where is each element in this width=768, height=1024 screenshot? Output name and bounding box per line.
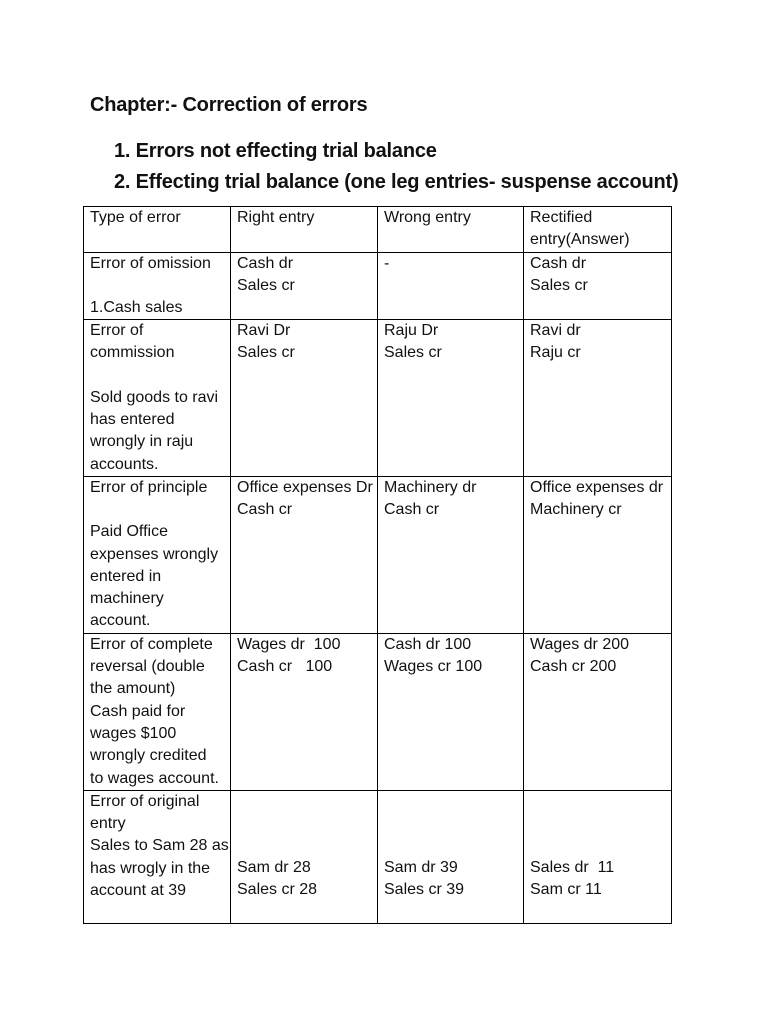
point-item: 1. Errors not effecting trial balance bbox=[114, 140, 437, 162]
entry-line: Wages dr 200 bbox=[530, 635, 630, 653]
type-line: wrongly credited bbox=[90, 747, 207, 765]
entry-line: Sales cr 28 bbox=[237, 881, 318, 899]
cell-type bbox=[84, 633, 231, 790]
type-line: Sales to Sam 28 as bbox=[90, 837, 229, 855]
type-description: entered in bbox=[90, 567, 162, 585]
entry-line: Machinery dr bbox=[384, 478, 477, 496]
type-line: the amount) bbox=[90, 680, 176, 698]
cell-wrong-entry bbox=[378, 476, 524, 633]
cell-rectified-entry bbox=[524, 790, 672, 923]
header-right-entry: Right entry bbox=[231, 207, 378, 253]
type-description: Sold goods to ravi bbox=[90, 388, 219, 406]
entry-line: Cash cr 200 bbox=[530, 658, 617, 676]
cell-wrong-entry bbox=[378, 252, 524, 320]
table-row-commission bbox=[84, 320, 672, 477]
type-line: account at 39 bbox=[90, 882, 187, 900]
cell-right-entry bbox=[231, 790, 378, 923]
entry-line: Sales dr 11 bbox=[530, 858, 615, 876]
type-description: has entered bbox=[90, 411, 175, 429]
entry-line: Sam dr 28 bbox=[237, 858, 311, 876]
table-row-omission bbox=[84, 252, 672, 320]
points-list bbox=[114, 136, 678, 198]
entry-line: Sam cr 11 bbox=[530, 881, 602, 899]
entry-line: Cash cr bbox=[384, 501, 440, 519]
cell-right-entry bbox=[231, 476, 378, 633]
type-description: wrongly in raju bbox=[90, 433, 194, 451]
table-header-row bbox=[84, 207, 672, 253]
entry-line: Wages dr 100 bbox=[237, 635, 341, 653]
type-description: account. bbox=[90, 612, 151, 630]
errors-table bbox=[83, 206, 672, 924]
type-title: Error of principle bbox=[90, 478, 208, 496]
entry-line: Wages cr 100 bbox=[384, 658, 483, 676]
entry-line: Office expenses Dr bbox=[237, 478, 373, 496]
entry-line: Cash cr 100 bbox=[237, 658, 333, 676]
entry-line: Sales cr bbox=[530, 276, 588, 294]
type-description: 1.Cash sales bbox=[90, 298, 183, 316]
header-type-of-error: Type of error bbox=[84, 207, 231, 253]
type-description: machinery bbox=[90, 590, 164, 608]
cell-type bbox=[84, 476, 231, 633]
table-row-original bbox=[84, 790, 672, 923]
type-line: reversal (double bbox=[90, 658, 205, 676]
entry-line: Office expenses dr bbox=[530, 478, 664, 496]
type-description: expenses wrongly bbox=[90, 545, 219, 563]
entry-line: Sales cr bbox=[384, 344, 442, 362]
type-title: Error of bbox=[90, 322, 144, 340]
type-line: Cash paid for bbox=[90, 702, 186, 720]
entry-line: Cash dr bbox=[530, 254, 587, 272]
type-line: to wages account. bbox=[90, 769, 219, 787]
cell-rectified-entry bbox=[524, 320, 672, 477]
entry-line: Ravi Dr bbox=[237, 322, 291, 340]
entry-line: Sales cr 39 bbox=[384, 881, 465, 899]
entry-line: Raju Dr bbox=[384, 322, 439, 340]
type-line: Error of original bbox=[90, 792, 200, 810]
type-line: Error of complete bbox=[90, 635, 213, 653]
type-description: accounts. bbox=[90, 455, 159, 473]
entry-line: Machinery cr bbox=[530, 501, 622, 519]
entry-line: Sales cr bbox=[237, 344, 295, 362]
cell-type bbox=[84, 790, 231, 923]
cell-type bbox=[84, 320, 231, 477]
entry-line: Sam dr 39 bbox=[384, 858, 458, 876]
cell-wrong-entry bbox=[378, 320, 524, 477]
cell-rectified-entry bbox=[524, 252, 672, 320]
cell-wrong-entry bbox=[378, 633, 524, 790]
type-title: commission bbox=[90, 344, 175, 362]
cell-type bbox=[84, 252, 231, 320]
cell-wrong-entry bbox=[378, 790, 524, 923]
cell-right-entry bbox=[231, 252, 378, 320]
type-description: Paid Office bbox=[90, 523, 168, 541]
entry-line: Ravi dr bbox=[530, 322, 581, 340]
type-line: entry bbox=[90, 815, 126, 833]
entry-line: Raju cr bbox=[530, 344, 581, 362]
type-line: has wrogly in the bbox=[90, 859, 211, 877]
cell-right-entry bbox=[231, 320, 378, 477]
cell-rectified-entry bbox=[524, 476, 672, 633]
table-row-principle bbox=[84, 476, 672, 633]
entry-line: Cash dr 100 bbox=[384, 635, 472, 653]
table-row-reversal bbox=[84, 633, 672, 790]
entry-line: Cash dr bbox=[237, 254, 294, 272]
header-rectified-entry bbox=[524, 207, 672, 253]
point-item: 2. Effecting trial balance (one leg entries- suspense account) bbox=[114, 171, 679, 193]
type-title: Error of omission bbox=[90, 254, 211, 272]
cell-right-entry bbox=[231, 633, 378, 790]
cell-rectified-entry bbox=[524, 633, 672, 790]
entry-line: Sales cr bbox=[237, 276, 295, 294]
entry-line: Cash cr bbox=[237, 501, 293, 519]
entry-line: - bbox=[384, 254, 390, 272]
header-line: entry(Answer) bbox=[530, 231, 630, 249]
type-line: wages $100 bbox=[90, 724, 177, 742]
chapter-title: Chapter:- Correction of errors bbox=[90, 94, 368, 116]
header-line: Rectified bbox=[530, 209, 593, 226]
header-wrong-entry: Wrong entry bbox=[378, 207, 524, 253]
